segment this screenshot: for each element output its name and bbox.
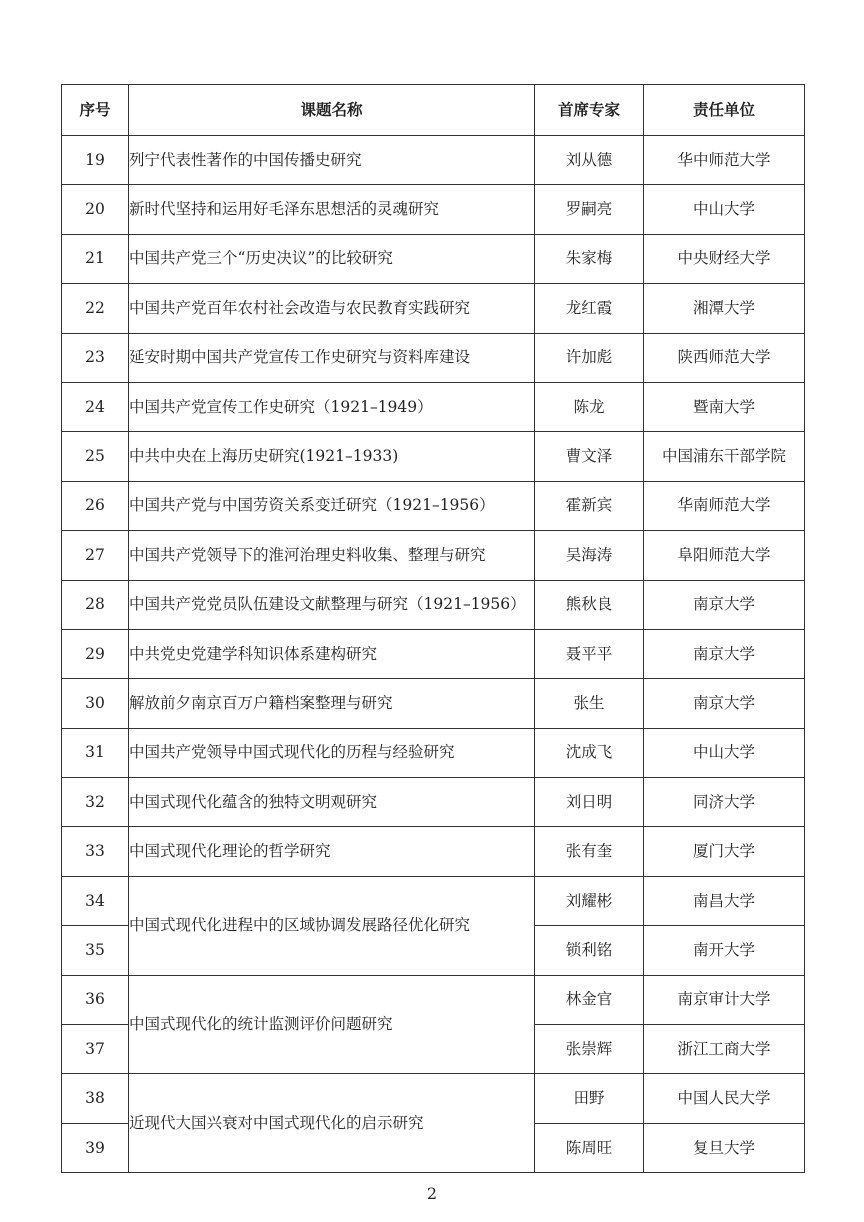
project-title: 中共党史党建学科知识体系建构研究 xyxy=(129,629,535,678)
project-title: 解放前夕南京百万户籍档案整理与研究 xyxy=(129,679,535,728)
table-row xyxy=(62,778,805,827)
row-number: 25 xyxy=(62,432,129,481)
project-title: 中国共产党百年农村社会改造与农民教育实践研究 xyxy=(129,284,535,333)
chief-expert: 锁利铭 xyxy=(535,926,644,975)
table-row xyxy=(62,382,805,431)
header-title: 课题名称 xyxy=(129,85,535,136)
project-title-merged: 近现代大国兴衰对中国式现代化的启示研究 xyxy=(129,1074,535,1173)
responsible-unit: 同济大学 xyxy=(644,778,805,827)
project-title: 中国共产党党员队伍建设文献整理与研究（1921–1956） xyxy=(129,580,535,629)
table-row xyxy=(62,876,805,925)
table-body xyxy=(62,136,805,1173)
row-number: 30 xyxy=(62,679,129,728)
table-row xyxy=(62,629,805,678)
chief-expert: 张有奎 xyxy=(535,827,644,876)
chief-expert: 沈成飞 xyxy=(535,728,644,777)
table-row xyxy=(62,136,805,185)
table-row xyxy=(62,531,805,580)
responsible-unit: 南开大学 xyxy=(644,926,805,975)
responsible-unit: 南京大学 xyxy=(644,580,805,629)
projects-table xyxy=(61,84,805,1173)
row-number: 39 xyxy=(62,1123,129,1172)
chief-expert: 罗嗣亮 xyxy=(535,185,644,234)
responsible-unit: 南昌大学 xyxy=(644,876,805,925)
project-title: 列宁代表性著作的中国传播史研究 xyxy=(129,136,535,185)
responsible-unit: 南京审计大学 xyxy=(644,975,805,1024)
responsible-unit: 浙江工商大学 xyxy=(644,1025,805,1074)
chief-expert: 陈龙 xyxy=(535,382,644,431)
table-row xyxy=(62,827,805,876)
table-row xyxy=(62,679,805,728)
row-number: 26 xyxy=(62,481,129,530)
chief-expert: 刘从德 xyxy=(535,136,644,185)
table-header-row xyxy=(62,85,805,136)
responsible-unit: 南京大学 xyxy=(644,629,805,678)
row-number: 21 xyxy=(62,234,129,283)
row-number: 20 xyxy=(62,185,129,234)
project-title: 中国共产党三个“历史决议”的比较研究 xyxy=(129,234,535,283)
chief-expert: 田野 xyxy=(535,1074,644,1123)
project-title: 中国式现代化蕴含的独特文明观研究 xyxy=(129,778,535,827)
chief-expert: 熊秋良 xyxy=(535,580,644,629)
row-number: 37 xyxy=(62,1025,129,1074)
responsible-unit: 陕西师范大学 xyxy=(644,333,805,382)
responsible-unit: 华南师范大学 xyxy=(644,481,805,530)
responsible-unit: 华中师范大学 xyxy=(644,136,805,185)
chief-expert: 许加彪 xyxy=(535,333,644,382)
table-row xyxy=(62,333,805,382)
row-number: 22 xyxy=(62,284,129,333)
row-number: 24 xyxy=(62,382,129,431)
chief-expert: 张生 xyxy=(535,679,644,728)
project-title: 中国共产党与中国劳资关系变迁研究（1921–1956） xyxy=(129,481,535,530)
row-number: 29 xyxy=(62,629,129,678)
row-number: 31 xyxy=(62,728,129,777)
table-row xyxy=(62,728,805,777)
row-number: 33 xyxy=(62,827,129,876)
table-row xyxy=(62,1074,805,1123)
project-title: 中共中央在上海历史研究(1921–1933) xyxy=(129,432,535,481)
table-row xyxy=(62,284,805,333)
table-row xyxy=(62,481,805,530)
responsible-unit: 阜阳师范大学 xyxy=(644,531,805,580)
responsible-unit: 复旦大学 xyxy=(644,1123,805,1172)
chief-expert: 朱家梅 xyxy=(535,234,644,283)
responsible-unit: 中央财经大学 xyxy=(644,234,805,283)
row-number: 34 xyxy=(62,876,129,925)
header-expert: 首席专家 xyxy=(535,85,644,136)
project-title: 延安时期中国共产党宣传工作史研究与资料库建设 xyxy=(129,333,535,382)
chief-expert: 林金官 xyxy=(535,975,644,1024)
chief-expert: 陈周旺 xyxy=(535,1123,644,1172)
table-row xyxy=(62,975,805,1024)
row-number: 23 xyxy=(62,333,129,382)
chief-expert: 聂平平 xyxy=(535,629,644,678)
row-number: 38 xyxy=(62,1074,129,1123)
table-row xyxy=(62,234,805,283)
project-title: 中国共产党领导中国式现代化的历程与经验研究 xyxy=(129,728,535,777)
project-title: 中国式现代化理论的哲学研究 xyxy=(129,827,535,876)
project-title-merged: 中国式现代化进程中的区域协调发展路径优化研究 xyxy=(129,876,535,975)
responsible-unit: 暨南大学 xyxy=(644,382,805,431)
responsible-unit: 厦门大学 xyxy=(644,827,805,876)
row-number: 36 xyxy=(62,975,129,1024)
responsible-unit: 中国人民大学 xyxy=(644,1074,805,1123)
table-row xyxy=(62,185,805,234)
project-title: 中国共产党宣传工作史研究（1921–1949） xyxy=(129,382,535,431)
table-row xyxy=(62,580,805,629)
chief-expert: 吴海涛 xyxy=(535,531,644,580)
responsible-unit: 中山大学 xyxy=(644,728,805,777)
chief-expert: 刘耀彬 xyxy=(535,876,644,925)
header-unit: 责任单位 xyxy=(644,85,805,136)
responsible-unit: 中国浦东干部学院 xyxy=(644,432,805,481)
chief-expert: 刘日明 xyxy=(535,778,644,827)
responsible-unit: 湘潭大学 xyxy=(644,284,805,333)
responsible-unit: 中山大学 xyxy=(644,185,805,234)
row-number: 19 xyxy=(62,136,129,185)
row-number: 27 xyxy=(62,531,129,580)
responsible-unit: 南京大学 xyxy=(644,679,805,728)
row-number: 28 xyxy=(62,580,129,629)
chief-expert: 曹文泽 xyxy=(535,432,644,481)
project-title-merged: 中国式现代化的统计监测评价问题研究 xyxy=(129,975,535,1074)
chief-expert: 霍新宾 xyxy=(535,481,644,530)
table-row xyxy=(62,432,805,481)
header-no: 序号 xyxy=(62,85,129,136)
row-number: 35 xyxy=(62,926,129,975)
row-number: 32 xyxy=(62,778,129,827)
page-number: 2 xyxy=(426,1184,438,1203)
project-title: 中国共产党领导下的淮河治理史料收集、整理与研究 xyxy=(129,531,535,580)
chief-expert: 龙红霞 xyxy=(535,284,644,333)
project-title: 新时代坚持和运用好毛泽东思想活的灵魂研究 xyxy=(129,185,535,234)
chief-expert: 张崇辉 xyxy=(535,1025,644,1074)
